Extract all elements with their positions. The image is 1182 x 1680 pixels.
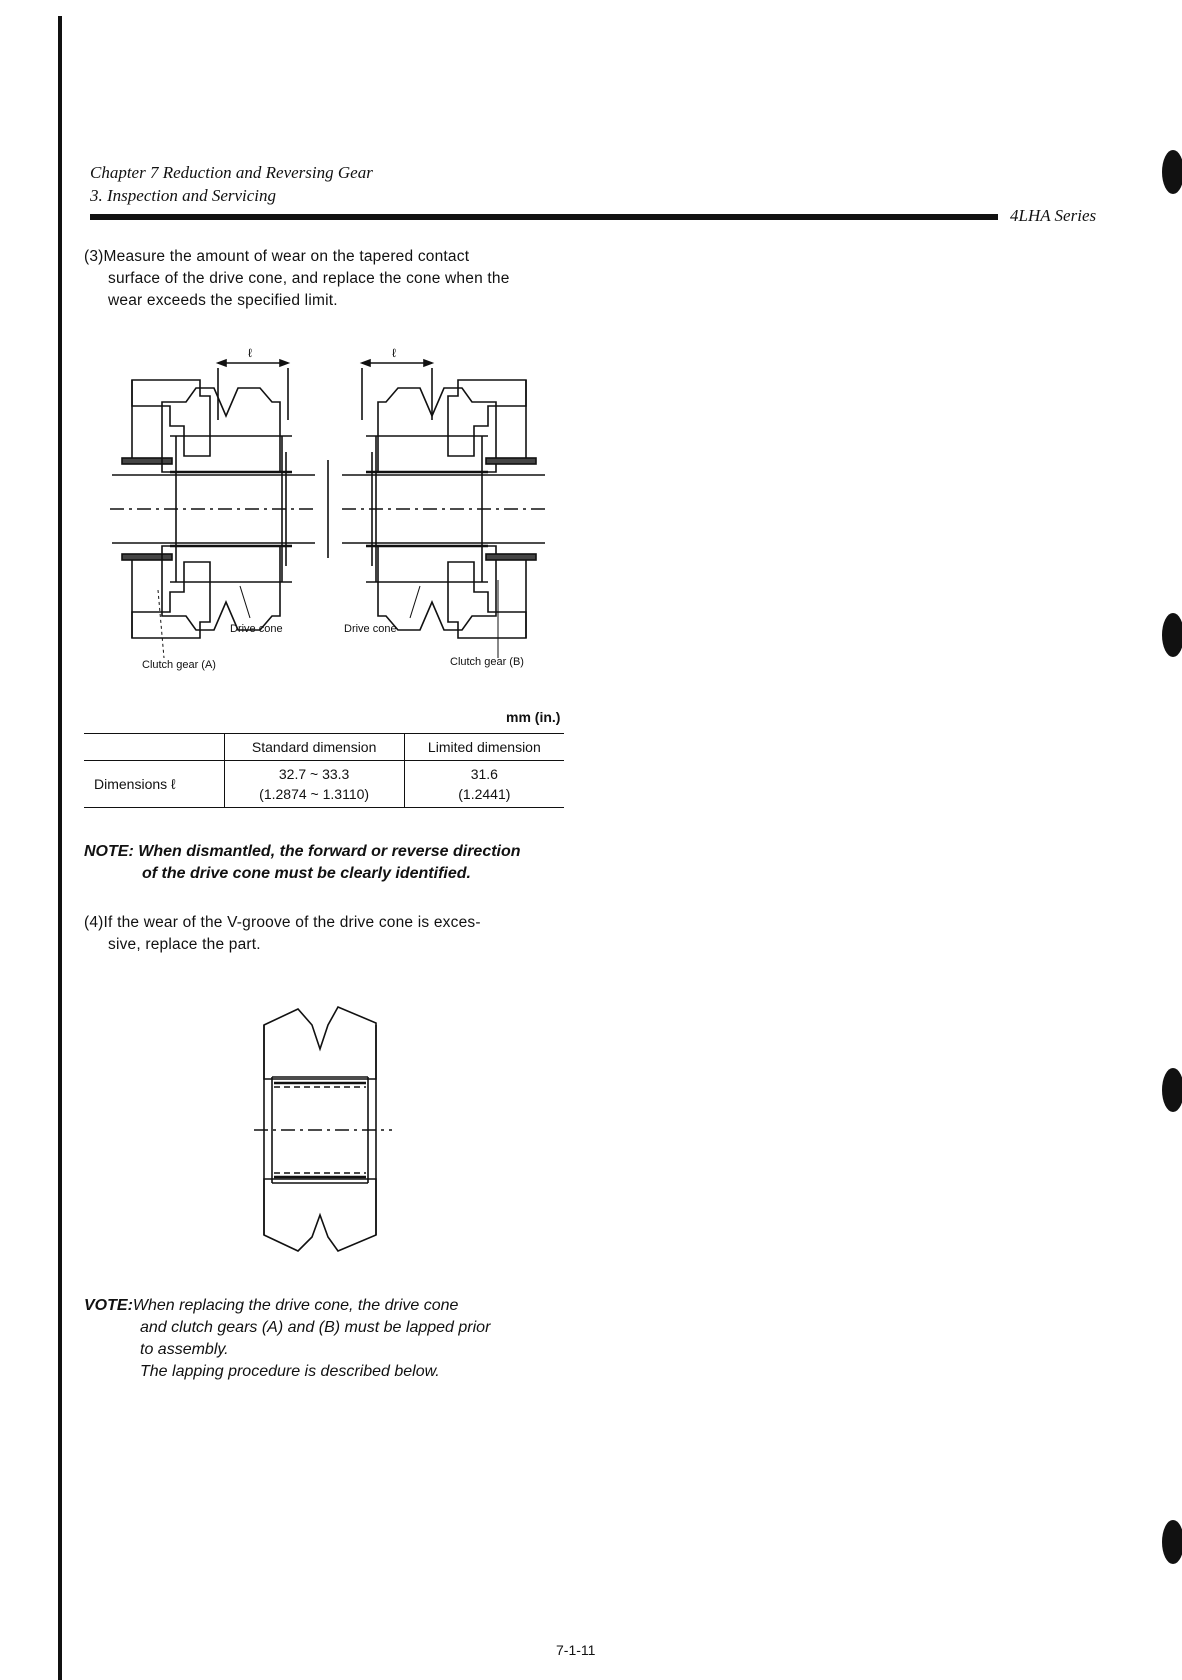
section-title: 3. Inspection and Servicing [90, 186, 277, 205]
table-row-label: Dimensions ℓ [94, 776, 176, 792]
note-line: of the drive cone must be clearly identified. [142, 865, 471, 882]
note-lapping [84, 1295, 574, 1383]
standard-mm: 32.7 ~ 33.3 [278, 766, 350, 782]
note-direction [84, 841, 574, 885]
punch-hole [1162, 1520, 1182, 1564]
page-number: 7-1-11 [556, 1642, 596, 1658]
table-header-limited: Limited dimension [404, 734, 564, 761]
table-header-empty [84, 734, 224, 761]
dimension-l-right [362, 346, 432, 420]
punch-hole [1162, 1068, 1182, 1112]
note-line: to assembly. [140, 1341, 229, 1358]
series-label: 4LHA Series [1010, 206, 1097, 225]
table-header-standard: Standard dimension [224, 734, 404, 761]
label-clutch-gear-b: Clutch gear (B) [450, 656, 524, 668]
table-cell-standard [224, 761, 404, 808]
spec-table-wrap [84, 733, 564, 808]
limited-in: (1.2441) [458, 786, 511, 802]
punch-hole [1162, 613, 1182, 657]
step-3-line: wear exceeds the specified limit. [108, 292, 338, 309]
drive-cone-wear-diagram [100, 340, 570, 680]
binding-edge-bar [58, 16, 62, 1680]
label-drive-cone-right: Drive cone [344, 623, 397, 635]
step-4-line: (4)If the wear of the V-groove of the drive cone is exces- [84, 914, 481, 931]
step-3-line: (3)Measure the amount of wear on the tapered contact [84, 248, 470, 265]
drive-cone-v-groove-diagram [250, 1005, 400, 1255]
table-cell-limited [404, 761, 564, 808]
label-clutch-gear-a: Clutch gear (A) [142, 659, 216, 671]
step-3-line: surface of the drive cone, and replace the cone when the [108, 270, 510, 287]
instruction-step-3 [84, 246, 574, 312]
table-units: mm (in.) [506, 709, 561, 725]
punch-hole [1162, 150, 1182, 194]
dim-symbol-left: ℓ [248, 346, 252, 360]
step-4-line: sive, replace the part. [108, 936, 261, 953]
note-line: The lapping procedure is described below. [140, 1363, 440, 1380]
note-prefix: VOTE: [84, 1297, 133, 1314]
dim-symbol-right: ℓ [392, 346, 396, 360]
standard-in: (1.2874 ~ 1.3110) [259, 786, 370, 802]
instruction-step-4 [84, 912, 574, 956]
label-drive-cone-left: Drive cone [230, 623, 283, 635]
limited-mm: 31.6 [470, 766, 498, 782]
note-line: When dismantled, the forward or reverse direction [138, 843, 521, 860]
note-line: When replacing the drive cone, the drive cone [132, 1297, 459, 1314]
note-prefix: NOTE: [84, 843, 134, 860]
spec-table [84, 733, 564, 808]
table-header-row [84, 734, 564, 761]
table-row [84, 761, 564, 808]
chapter-title: Chapter 7 Reduction and Reversing Gear [90, 163, 373, 182]
header-rule [90, 214, 998, 220]
note-line: and clutch gears (A) and (B) must be lapped prior [140, 1319, 491, 1336]
